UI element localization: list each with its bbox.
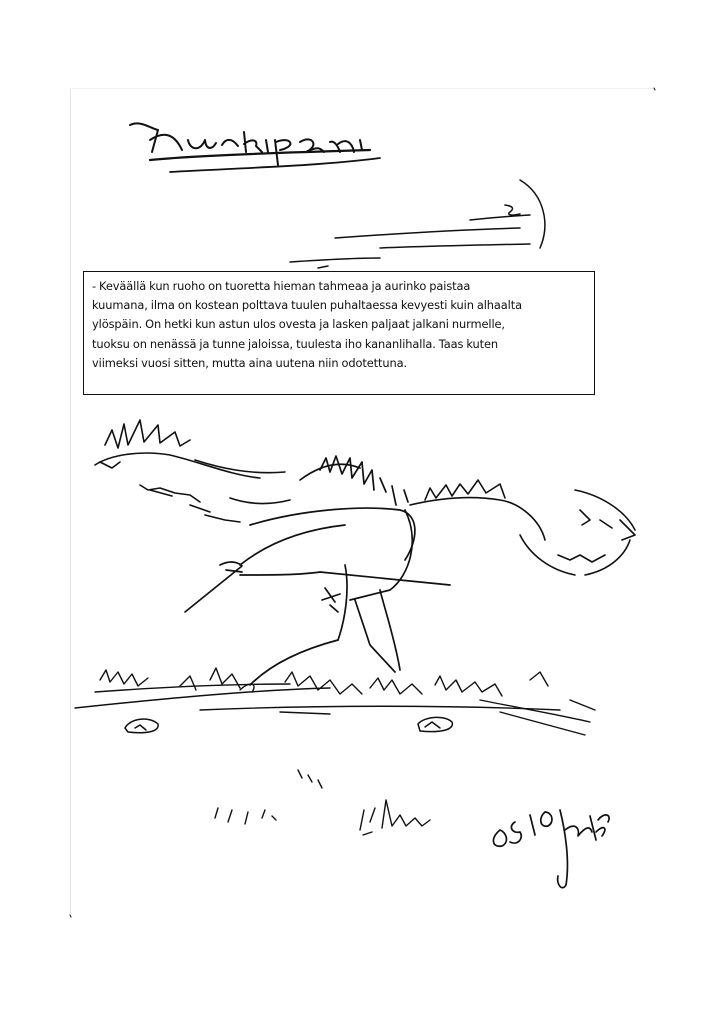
poem-line: viimeksi vuosi sitten, mutta aina uutena niin odotettuna. [92,355,407,370]
lower-grass [215,770,430,835]
stones [125,717,452,732]
poem-line: tuoksu on nenässä ja tunne jaloissa, tuulesta iho kananlihalla. Taas kuten [92,336,499,351]
sun-sketch [290,180,545,268]
poem-line: ylöspäin. On hetki kun astun ulos ovesta ja lasken paljaat jalkani nurmelle, [92,317,505,332]
handwritten-title [130,123,380,172]
poem-line: kuumana, ilma on kostean polttava tuulen puhaltaessa kevyesti kuin alhaalta [92,298,522,313]
crane-right-wing [410,480,635,575]
poem-box [83,271,595,395]
scan-specks [70,88,655,917]
crane-left-wing [95,420,290,522]
crane-body [185,456,450,685]
grass-ground [75,668,595,735]
poem-line: - Keväällä kun ruoho on tuoretta hieman tahmeaa ja aurinko paistaa [92,279,471,293]
signature [493,810,609,888]
poem-text [92,277,586,373]
